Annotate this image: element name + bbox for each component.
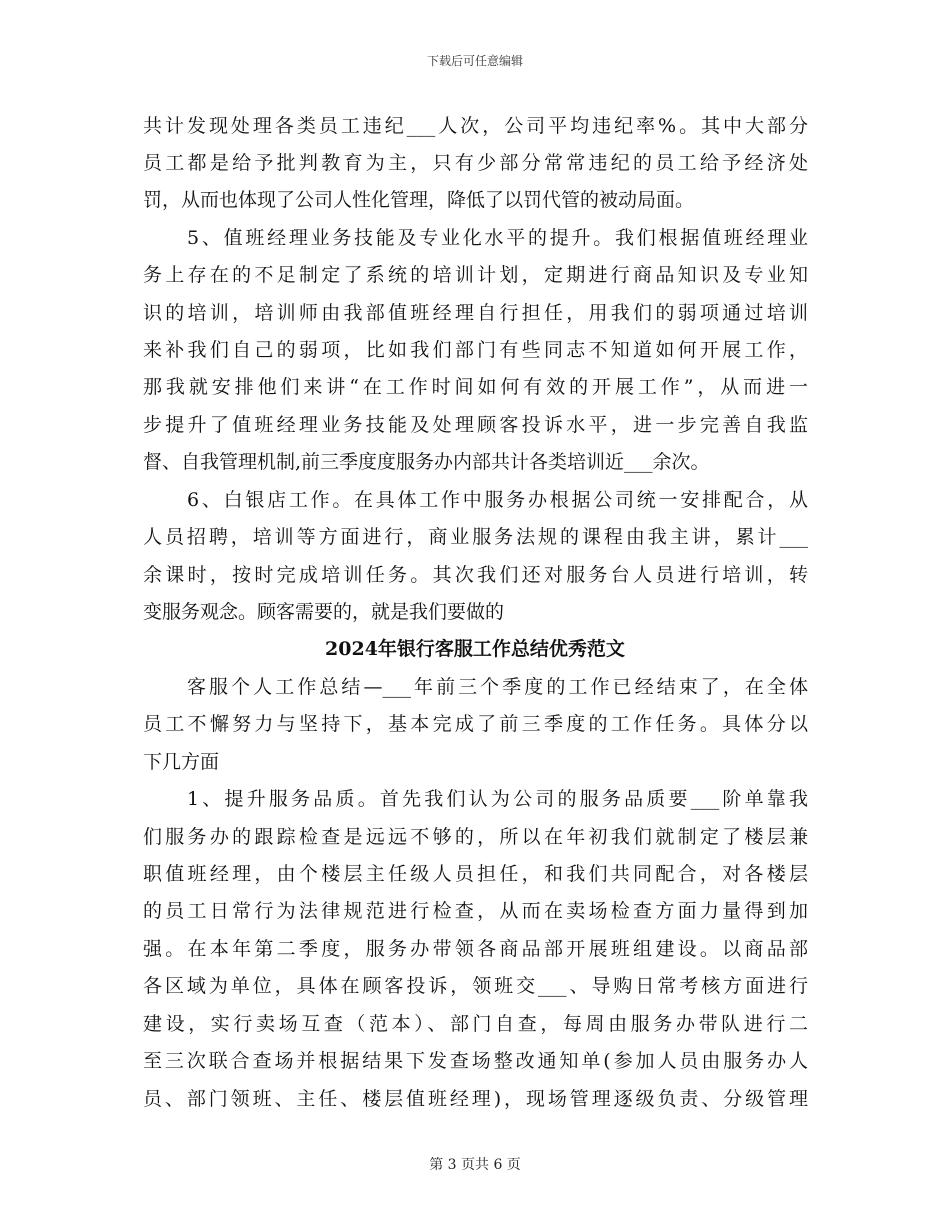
paragraph-line: 们服务办的跟踪检查是远远不够的，所以在年初我们就制定了楼层兼 [143, 826, 808, 848]
paragraph-line: 下几方面 [143, 751, 220, 773]
paragraph-line: 5、值班经理业务技能及专业化水平的提升。我们根据值班经理业 [187, 227, 808, 249]
paragraph-line: 那我就安排他们来讲“在工作时间如何有效的开展工作”，从而进一 [143, 376, 808, 398]
paragraph-line: 变服务观念。顾客需要的，就是我们要做的 [143, 601, 505, 623]
paragraph-line: 6、白银店工作。在具体工作中服务办根据公司统一安排配合，从 [187, 489, 808, 511]
paragraph-line: 来补我们自己的弱项，比如我们部门有些同志不知道如何开展工作， [143, 339, 808, 361]
paragraph-line: 督、自我管理机制,前三季度度服务办内部共计各类培训近___余次。 [143, 451, 710, 473]
paragraph-line: 职值班经理，由个楼层主任级人员担任，和我们共同配合，对各楼层 [143, 863, 808, 885]
page-header: 下载后可任意编辑 [426, 54, 523, 68]
paragraph-line: 人员招聘，培训等方面进行，商业服务法规的课程由我主讲，累计___ [143, 526, 808, 548]
paragraph-line: 识的培训，培训师由我部值班经理自行担任，用我们的弱项通过培训 [143, 302, 808, 324]
paragraph-line: 至三次联合查场并根据结果下发查场整改通知单(参加人员由服务办人 [143, 1050, 808, 1072]
paragraph-line: 员、部门领班、主任、楼层值班经理)，现场管理逐级负责、分级管理 [143, 1088, 808, 1110]
paragraph-line: 务上存在的不足制定了系统的培训计划，定期进行商品知识及专业知 [143, 264, 808, 286]
page-footer: 第 3 页共 6 页 [429, 1157, 521, 1173]
paragraph-line: 共计发现处理各类员工违纪___人次，公司平均违纪率%。其中大部分 [143, 115, 808, 137]
paragraph-line: 员工不懈努力与坚持下，基本完成了前三季度的工作任务。具体分以 [143, 713, 808, 735]
paragraph-line: 罚，从而也体现了公司人性化管理，降低了以罚代管的被动局面。 [143, 189, 695, 211]
paragraph-line: 建设，实行卖场互查（范本）、部门自查，每周由服务办带队进行二 [143, 1013, 808, 1035]
paragraph-line: 客服个人工作总结—___年前三个季度的工作已经结束了，在全体 [187, 676, 808, 698]
paragraph-line: 的员工日常行为法律规范进行检查，从而在卖场检查方面力量得到加 [143, 900, 808, 922]
paragraph-line: 1、提升服务品质。首先我们认为公司的服务品质要___阶单靠我 [187, 788, 808, 810]
paragraph-line: 员工都是给予批判教育为主，只有少部分常常违纪的员工给予经济处 [143, 152, 808, 174]
paragraph-line: 强。在本年第二季度，服务办带领各商品部开展班组建设。以商品部 [143, 938, 808, 960]
paragraph-line: 各区域为单位，具体在顾客投诉，领班交___、导购日常考核方面进行 [143, 975, 808, 997]
paragraph-line: 余课时，按时完成培训任务。其次我们还对服务台人员进行培训，转 [143, 564, 808, 586]
section-title: 2024年银行客服工作总结优秀范文 [325, 638, 625, 660]
paragraph-line: 步提升了值班经理业务技能及处理顾客投诉水平，进一步完善自我监 [143, 414, 808, 436]
